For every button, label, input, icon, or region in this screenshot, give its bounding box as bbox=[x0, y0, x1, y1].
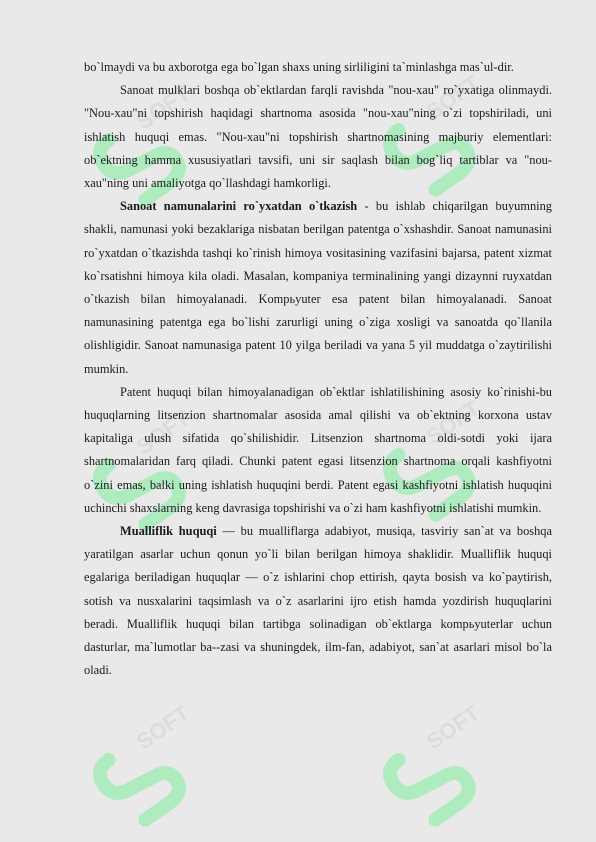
paragraph bbox=[84, 381, 552, 520]
paragraph bbox=[84, 79, 552, 195]
paragraph-text: bo`lmaydi va bu axborotga ega bo`lgan shaxs uning sirliligini ta`minlashga mas`ul-dir. bbox=[84, 60, 514, 74]
paragraph-term: Sanoat namunalarini ro`yxatdan o`tkazish bbox=[120, 199, 358, 214]
paragraph-text: Patent huquqi bilan himoyalanadigan ob`ektlar ishlatilishining asosiy ko`rinishi-bu huquqlarning litsenzion shartnomalar asosida amal qilishi va ob`ektning korxona ustav kapitaliga ulush sifatida qo`shilishidir. Litsenzion shartnoma oldi-sotdi yoki ijara shartnomalaridan farq qiladi. Chunki patent egasi litsenzion shartnoma orqali kashfiyotni o`zini emas, balki uning ishlatish huquqini berdi. Patent egasi kashfiyotni ishlatish huquqini uchinchi shaxslarning keng davrasiga topshirishi va o`zi ham kashfiyotni ishlatishi mumkin. bbox=[84, 384, 552, 515]
watermark-logo-icon bbox=[360, 690, 510, 840]
paragraph-text: Sanoat mulklari boshqa ob`ektlardan farqli ravishda "nou-xau" ro`yxatiga olinmaydi. "Nou-xau"ni topshirish haqidagi shartnoma asosida "nou-xau"ning o`zi topshiriladi, uni ishlatish huquqi emas. "Nou-xau"ni topshirish shartnomasining majburiy elementlari: ob`ektning hamma xususiyatlari tavsifi, uni sir saqlash bilan bog`liq tartiblar va "nou-xau"ning uni amaliyotga qo`llashdagi hamkorligi. bbox=[84, 83, 552, 191]
paragraph bbox=[84, 56, 552, 79]
svg-text:SOFT: SOFT bbox=[421, 700, 485, 755]
svg-text:SOFT: SOFT bbox=[131, 405, 195, 460]
svg-text:SOFT: SOFT bbox=[131, 80, 195, 135]
svg-text:SOFT: SOFT bbox=[421, 395, 485, 450]
paragraph-term: Mualliflik huquqi bbox=[120, 524, 217, 539]
paragraph bbox=[84, 520, 552, 682]
svg-text:SOFT: SOFT bbox=[421, 70, 485, 125]
paragraph-text: - bu ishlab chiqarilgan buyumning shakli, namunasi yoki bezaklariga nisbatan berilgan patentga o`xshashdir. Sanoat namunasini ro`yxatdan o`tkazishda tashqi ko`rinish himoya vositasining vazifasini bajarsa, patent xizmat ko`rsatishni himoya kila oladi. Masalan, kompaniya terminalining yangi dizaynni ruyxatdan o`tkazish bilan himoyalanadi. Kompьyuter esa patent bilan himoyalanadi. Sanoat namunasining patentga ega bo`lishi zarurligi uning o`ziga xosligi va sanoatda qo`llanila olishligidir. Sanoat namunasiga patent 10 yilga beriladi va yana 5 yil muddatga o`zaytirilishi mumkin. bbox=[84, 199, 552, 376]
watermark-logo-icon bbox=[70, 690, 220, 840]
paragraph bbox=[84, 195, 552, 381]
svg-text:SOFT: SOFT bbox=[131, 700, 195, 755]
paragraph-text: — bu mualliflarga adabiyot, musiqa, tasviriy san`at va boshqa yaratilgan asarlar uchun qonun yo`li bilan berilgan himoya shaklidir. Mualliflik huquqi egalariga beriladigan huquqlar — o`z ishlarini chop ettirish, qayta bosish va ko`paytirish, sotish va nusxalarini taqsimlash va o`z asarlarini ijro etish hamda yozdirish huquqlarini beradi. Mualliflik huquqi bilan tartibga solinadigan ob`ektlarga kompьyuterlar uchun dasturlar, ma`lumotlar ba--zasi va shuningdek, ilm-fan, adabiyot, san`at asarlari misol bo`la oladi. bbox=[84, 524, 552, 678]
document-body bbox=[84, 56, 552, 682]
